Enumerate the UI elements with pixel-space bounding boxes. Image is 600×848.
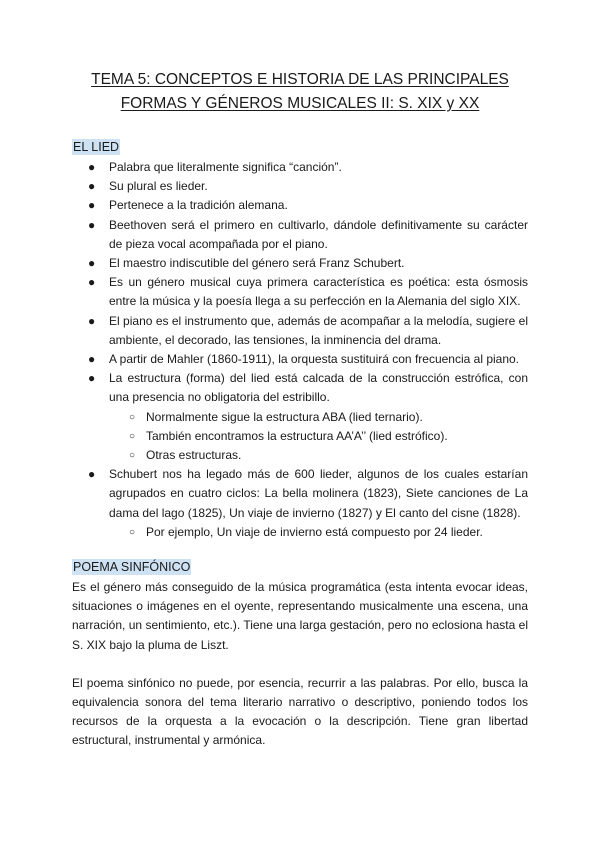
schubert-sub-list bbox=[109, 523, 528, 542]
sub-list-item: ○ Otras estructuras. bbox=[109, 446, 528, 465]
sub-list-item: ○ También encontramos la estructura AA’A’’ (lied estrófico). bbox=[109, 427, 528, 446]
list-item: ● Palabra que literalmente significa “canción”. bbox=[72, 158, 528, 177]
list-item: ● Schubert nos ha legado más de 600 lieder, algunos de los cuales estarían agrupados en cuatro ciclos: La bella molinera (1823), Siete canciones de La dama del lago (1825), Un viaje de invierno (1827) y El canto del cisne (1828). ○ Por ejemplo, Un viaje de invierno está compuesto por 24 lieder. bbox=[72, 465, 528, 542]
paragraph-gap bbox=[72, 655, 528, 674]
structure-sub-list bbox=[109, 408, 528, 466]
list-item: ● Beethoven será el primero en cultivarlo, dándole definitivamente su carácter de pieza vocal acompañada por el piano. bbox=[88, 217, 528, 251]
bullet-icon: ● bbox=[88, 160, 96, 174]
bullet-icon: ● bbox=[88, 371, 96, 386]
sub-list-item: ○ Normalmente sigue la estructura ABA (lied ternario). bbox=[109, 408, 528, 427]
list-item: ● El maestro indiscutible del género será Franz Schubert. bbox=[72, 254, 528, 273]
bullet-icon: ● bbox=[88, 198, 96, 213]
section-heading-lied: EL LIED bbox=[73, 140, 120, 154]
lied-bullet-list bbox=[72, 158, 528, 542]
bullet-icon: ● bbox=[88, 313, 96, 328]
title-line-1: TEMA 5: CONCEPTOS E HISTORIA DE LAS PRINCIPALES bbox=[91, 71, 509, 88]
page-title bbox=[72, 68, 528, 116]
section-poema-sinfonico bbox=[72, 558, 528, 751]
bullet-icon: ● bbox=[88, 352, 96, 367]
bullet-icon: ● bbox=[88, 179, 96, 194]
poema-paragraph-1: Es el género más conseguido de la música programática (esta intenta evocar ideas, situaciones o imágenes en el oyente, representando musicalmente una escena, una narración, un sentimiento, etc.). Tiene una larga gestación, pero no eclosiona hasta el S. XIX bajo la pluma de Liszt. bbox=[72, 580, 528, 652]
section-heading-poema: POEMA SINFÓNICO bbox=[73, 560, 191, 575]
sub-bullet-icon: ○ bbox=[129, 526, 136, 538]
list-item: ● El piano es el instrumento que, además de acompañar a la melodía, sugiere el ambiente, el decorado, las tensiones, la inminencia del drama. bbox=[88, 313, 528, 347]
bullet-icon: ● bbox=[88, 256, 96, 271]
bullet-icon: ● bbox=[88, 275, 96, 290]
list-item: ● Su plural es lieder. bbox=[72, 177, 528, 196]
section-lied bbox=[72, 138, 528, 542]
title-line-2: FORMAS Y GÉNEROS MUSICALES II: S. XIX y XX bbox=[120, 95, 480, 112]
sub-bullet-icon: ○ bbox=[129, 430, 136, 442]
list-item: ● A partir de Mahler (1860-1911), la orquesta sustituirá con frecuencia al piano. bbox=[72, 350, 528, 369]
bullet-icon: ● bbox=[88, 217, 96, 232]
list-item: ● La estructura (forma) del lied está calcada de la construcción estrófica, con una presencia no obligatoria del estribillo. ○ Normalmente sigue la estructura ABA (lied ternario). ○ También encontramos la estructura AA’A’’ (lied estrófico). ○ Otras estructuras. bbox=[72, 369, 528, 465]
poema-paragraph-2: El poema sinfónico no puede, por esencia, recurrir a las palabras. Por ello, busca la equivalencia sonora del tema literario narrativo o descriptivo, poniendo todos los recursos de la orquesta a la evocación o la descripción. Tiene gran libertad estructural, instrumental y armónica. bbox=[72, 675, 528, 748]
sub-list-item: ○ Por ejemplo, Un viaje de invierno está compuesto por 24 lieder. bbox=[109, 523, 528, 542]
sub-bullet-icon: ○ bbox=[129, 411, 136, 423]
list-item: ● Es un género musical cuya primera característica es poética: esta ósmosis entre la música y la poesía llega a su perfección en la Alemania del siglo XIX. bbox=[88, 275, 528, 309]
bullet-icon: ● bbox=[88, 467, 96, 482]
sub-bullet-icon: ○ bbox=[129, 450, 136, 462]
list-item: ● Pertenece a la tradición alemana. bbox=[72, 196, 528, 215]
